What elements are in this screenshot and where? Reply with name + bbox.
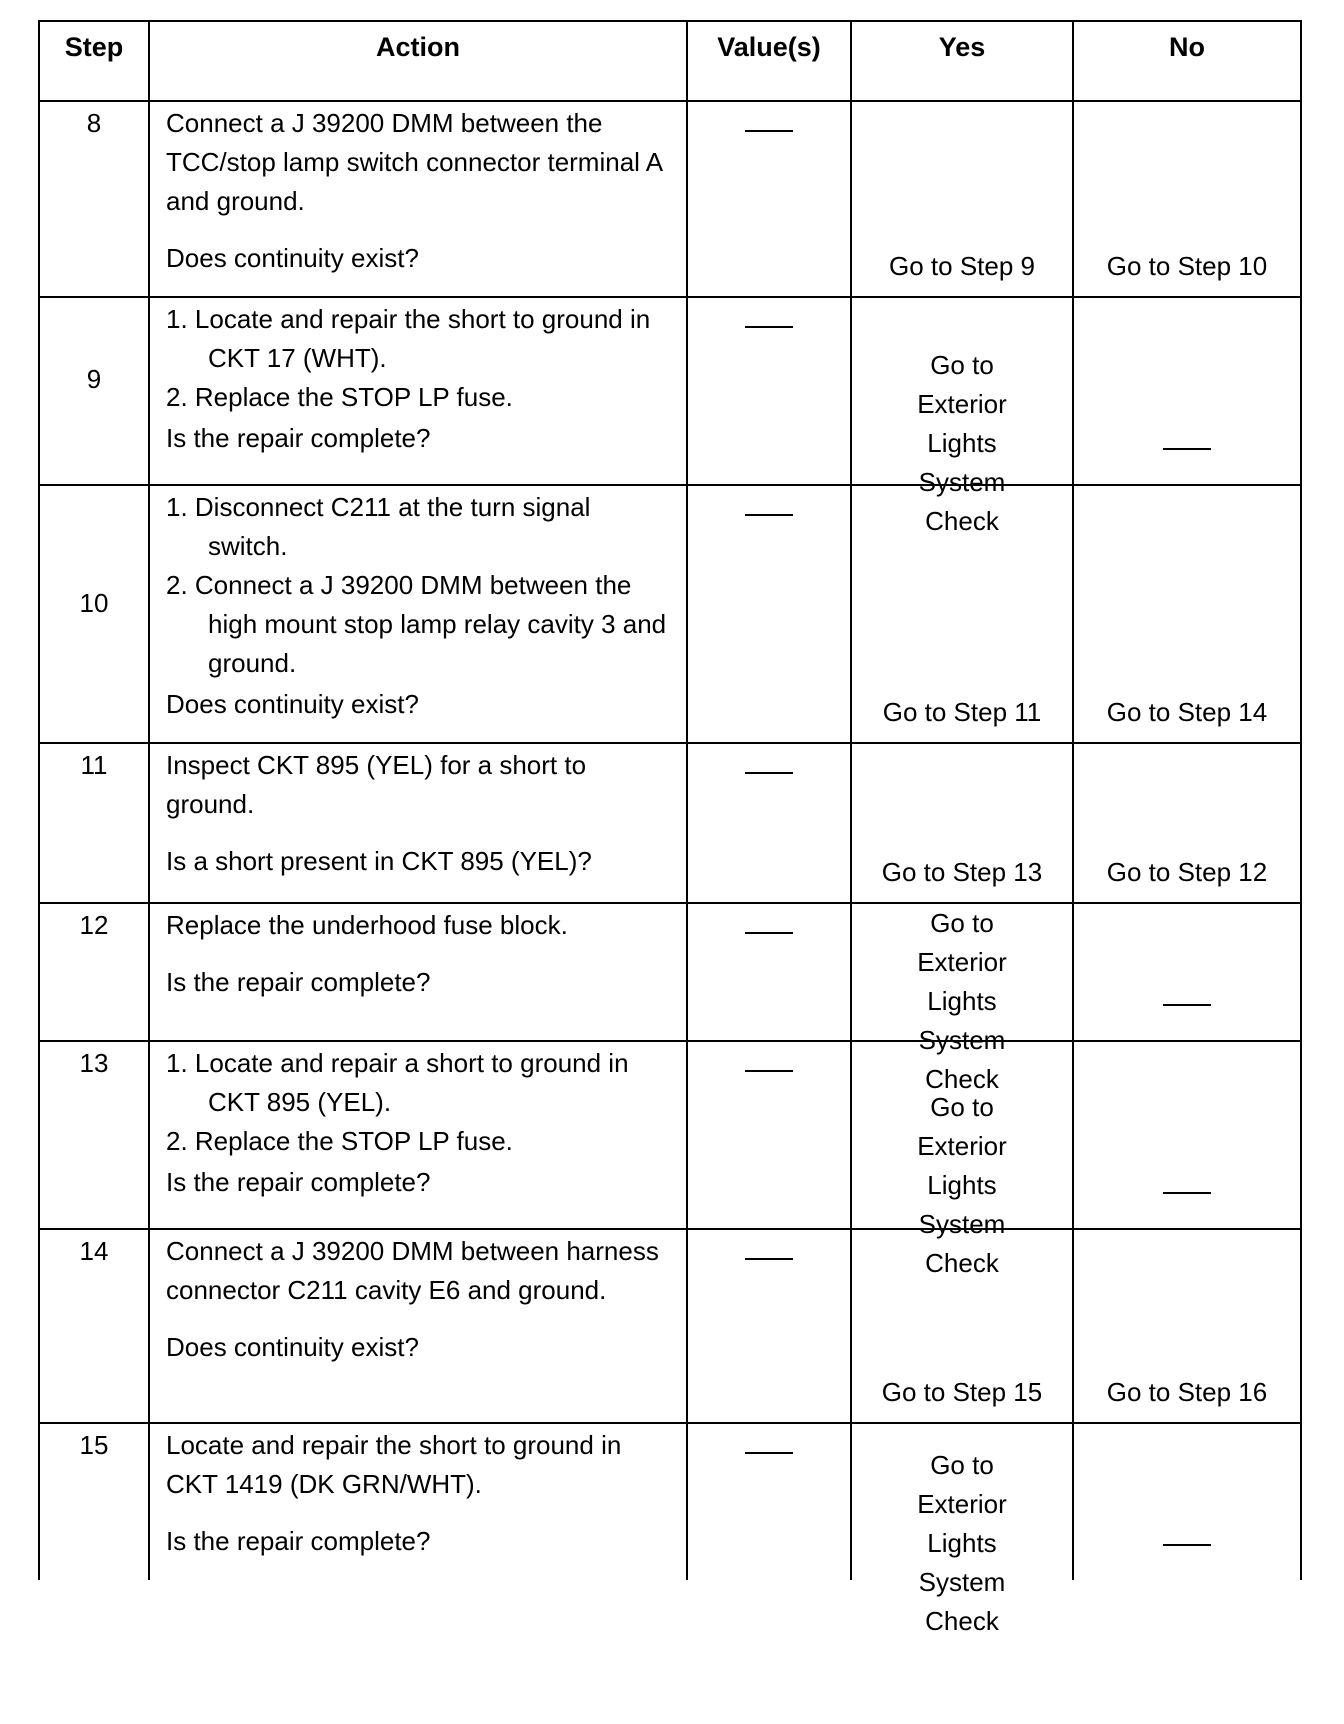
header-no: No <box>1073 21 1301 101</box>
action-text: 1. Locate and repair a short to ground in CKT 895 (YEL). <box>166 1048 629 1117</box>
step-number: 13 <box>79 1048 109 1078</box>
action-cell <box>149 903 687 1041</box>
values-cell <box>687 1229 851 1423</box>
yes-cell <box>851 1423 1073 1636</box>
value-blank <box>745 514 793 516</box>
value-blank <box>745 1452 793 1454</box>
action-text: Locate and repair the short to ground in CKT 1419 (DK GRN/WHT). <box>166 1430 622 1499</box>
values-cell <box>687 101 851 297</box>
yes-cell <box>851 743 1073 903</box>
yes-cell <box>851 1229 1073 1423</box>
values-cell <box>687 1423 851 1580</box>
action-text: 2. Replace the STOP LP fuse. <box>166 1126 513 1156</box>
action-text: Inspect CKT 895 (YEL) for a short to ground. <box>166 750 587 819</box>
step-number: 14 <box>79 1236 109 1266</box>
no-blank <box>1163 448 1211 450</box>
no-result: Go to Step 10 <box>1106 251 1268 281</box>
action-text: 2. Replace the STOP LP fuse. <box>166 382 513 412</box>
no-result: Go to Step 14 <box>1106 697 1268 727</box>
no-cell <box>1073 1041 1301 1229</box>
values-cell <box>687 903 851 1041</box>
yes-result: Go to Step 15 <box>881 1377 1043 1407</box>
header-step: Step <box>39 21 149 101</box>
step-cell <box>39 101 149 297</box>
step-cell <box>39 743 149 903</box>
action-question: Does continuity exist? <box>166 689 419 719</box>
action-text: Connect a J 39200 DMM between the TCC/stop lamp switch connector terminal A and ground. <box>166 108 662 216</box>
values-cell <box>687 1041 851 1229</box>
header-values: Value(s) <box>687 21 851 101</box>
table-body <box>39 101 1301 1636</box>
yes-cell <box>851 485 1073 743</box>
action-question: Is the repair complete? <box>166 423 431 453</box>
action-question: Is the repair complete? <box>166 967 431 997</box>
no-cell <box>1073 903 1301 1041</box>
header-action: Action <box>149 21 687 101</box>
table-row <box>39 1229 1301 1423</box>
action-question: Does continuity exist? <box>166 243 419 273</box>
no-cell <box>1073 1423 1301 1580</box>
yes-result: Go to Exterior Lights System Check <box>917 1450 1007 1636</box>
value-blank <box>745 130 793 132</box>
step-cell <box>39 903 149 1041</box>
yes-cell <box>851 1041 1073 1278</box>
action-cell <box>149 297 687 485</box>
value-blank <box>745 932 793 934</box>
value-blank <box>745 772 793 774</box>
step-cell <box>39 485 149 743</box>
step-cell <box>39 1041 149 1229</box>
no-cell <box>1073 101 1301 297</box>
no-blank <box>1163 1544 1211 1546</box>
no-result: Go to Step 16 <box>1106 1377 1268 1407</box>
yes-result: Go to Exterior Lights System Check <box>917 1092 1007 1278</box>
step-cell <box>39 297 149 485</box>
action-cell <box>149 743 687 903</box>
table-row <box>39 297 1301 485</box>
action-question: Is a short present in CKT 895 (YEL)? <box>166 846 592 876</box>
step-cell <box>39 1229 149 1423</box>
action-cell <box>149 1423 687 1580</box>
step-number: 10 <box>79 588 109 618</box>
yes-result: Go to Exterior Lights System Check <box>917 908 1007 1094</box>
yes-result: Go to Exterior Lights System Check <box>917 350 1007 536</box>
yes-cell <box>851 297 1073 536</box>
value-blank <box>745 326 793 328</box>
value-blank <box>745 1070 793 1072</box>
step-number: 8 <box>86 108 102 138</box>
no-blank <box>1163 1192 1211 1194</box>
step-cell <box>39 1423 149 1580</box>
table-row <box>39 101 1301 297</box>
table-row <box>39 743 1301 903</box>
yes-cell <box>851 903 1073 1094</box>
action-text: 1. Disconnect C211 at the turn signal switch. <box>166 492 591 561</box>
action-cell <box>149 1041 687 1229</box>
no-cell <box>1073 1229 1301 1423</box>
no-result: Go to Step 12 <box>1106 857 1268 887</box>
yes-result: Go to Step 11 <box>882 697 1042 727</box>
action-text: Replace the underhood fuse block. <box>166 910 568 940</box>
step-number: 11 <box>80 750 108 780</box>
yes-result: Go to Step 13 <box>881 857 1043 887</box>
step-number: 15 <box>79 1430 109 1460</box>
diagnostic-table <box>38 20 1302 1636</box>
header-row <box>39 21 1301 101</box>
values-cell <box>687 485 851 743</box>
action-question: Is the repair complete? <box>166 1167 431 1197</box>
values-cell <box>687 297 851 485</box>
header-yes: Yes <box>851 21 1073 101</box>
action-cell <box>149 101 687 297</box>
action-text: 2. Connect a J 39200 DMM between the high mount stop lamp relay cavity 3 and ground. <box>166 570 667 678</box>
action-text: Connect a J 39200 DMM between harness connector C211 cavity E6 and ground. <box>166 1236 659 1305</box>
no-blank <box>1163 1004 1211 1006</box>
table-row <box>39 903 1301 1041</box>
step-number: 9 <box>86 364 102 394</box>
yes-result: Go to Step 9 <box>889 251 1035 281</box>
action-cell <box>149 1229 687 1423</box>
yes-cell <box>851 101 1073 297</box>
action-cell <box>149 485 687 743</box>
action-question: Does continuity exist? <box>166 1332 419 1362</box>
no-cell <box>1073 297 1301 485</box>
value-blank <box>745 1258 793 1260</box>
step-number: 12 <box>79 910 109 940</box>
table-row <box>39 1041 1301 1229</box>
values-cell <box>687 743 851 903</box>
no-cell <box>1073 743 1301 903</box>
table-row <box>39 485 1301 743</box>
action-text: 1. Locate and repair the short to ground in CKT 17 (WHT). <box>166 304 651 373</box>
table-row <box>39 1423 1301 1580</box>
action-question: Is the repair complete? <box>166 1526 431 1556</box>
no-cell <box>1073 485 1301 743</box>
